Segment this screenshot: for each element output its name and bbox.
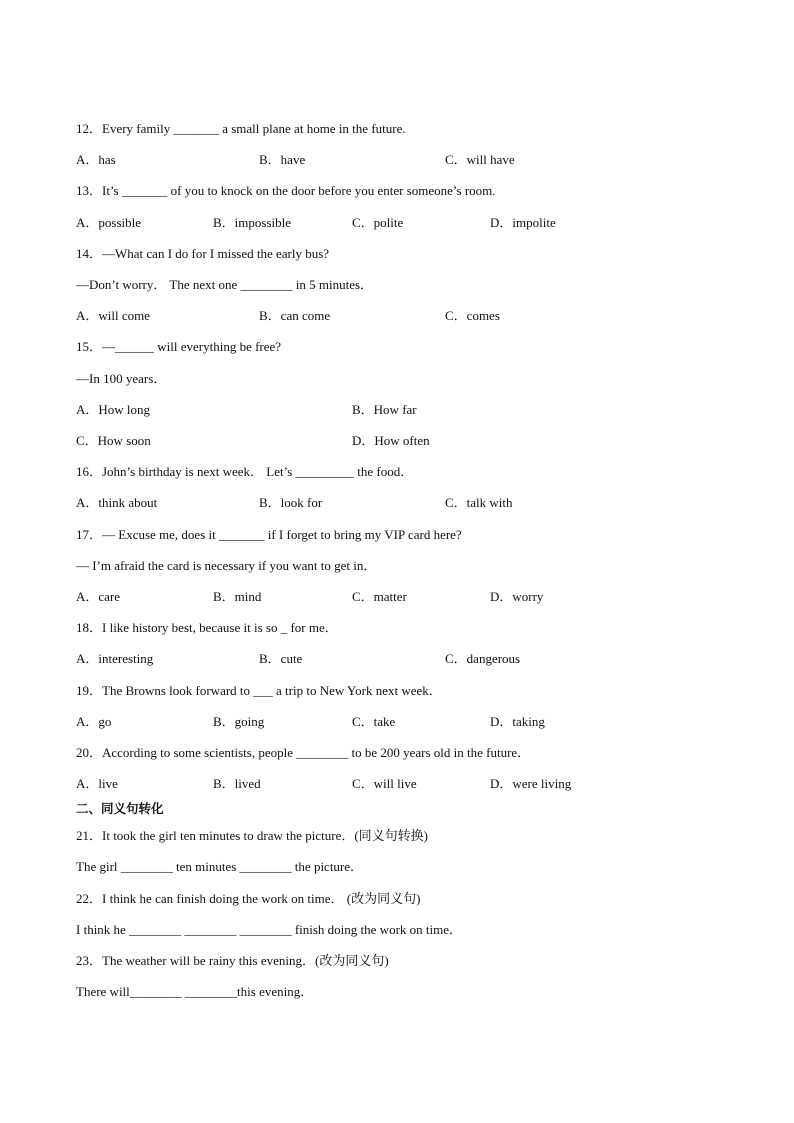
q15-stem: 15．—______ will everything be free? (76, 339, 282, 354)
q17-stem: 17．— Excuse me, does it _______ if I forget to bring my VIP card here? (76, 527, 462, 542)
q21-stem: 21．It took the girl ten minutes to draw the picture．(同义句转换) (76, 828, 429, 843)
q14-line2: —Don’t worry． The next one ________ in 5 minutes． (76, 277, 374, 292)
q20-option-c: C．will live (352, 776, 417, 791)
q19-stem: 19．The Browns look forward to ___ a trip to New York next week． (76, 683, 442, 698)
q16-option-a: A．think about (76, 495, 158, 510)
q20-option-b: B．lived (213, 776, 261, 791)
q17-option-b: B．mind (213, 589, 262, 604)
q15-option-c: C．How soon (76, 433, 151, 448)
q17-line2: — I’m afraid the card is necessary if you want to get in． (76, 558, 377, 573)
q16-option-c: C．talk with (445, 495, 513, 510)
q19-option-a: A．go (76, 714, 112, 729)
q22-answer-line: I think he ________ ________ ________ finish doing the work on time． (76, 922, 463, 937)
q12-option-b: B．have (259, 152, 306, 167)
q23-answer-line: There will________ ________this evening． (76, 984, 314, 999)
q13-option-b: B．impossible (213, 215, 292, 230)
q18-option-b: B．cute (259, 651, 303, 666)
q15-option-d: D．How often (352, 433, 430, 448)
q13-option-d: D．impolite (490, 215, 556, 230)
q15-line2: —In 100 years． (76, 371, 167, 386)
q14-stem: 14．—What can I do for I missed the early bus? (76, 246, 330, 261)
q14-option-c: C．comes (445, 308, 500, 323)
q20-option-a: A．live (76, 776, 118, 791)
q21-answer-line: The girl ________ ten minutes ________ the picture． (76, 859, 364, 874)
q19-option-b: B．going (213, 714, 265, 729)
q22-stem: 22．I think he can finish doing the work on time． (改为同义句) (76, 891, 421, 906)
q17-option-a: A．care (76, 589, 121, 604)
q14-option-b: B．can come (259, 308, 331, 323)
q23-stem: 23．The weather will be rainy this evening．(改为同义句) (76, 953, 389, 968)
q13-option-c: C．polite (352, 215, 404, 230)
q15-option-b: B．How far (352, 402, 417, 417)
q17-option-d: D．worry (490, 589, 544, 604)
q16-stem: 16．John’s birthday is next week． Let’s _________ the food． (76, 464, 414, 479)
q18-option-a: A．interesting (76, 651, 154, 666)
q16-option-b: B．look for (259, 495, 323, 510)
q15-option-a: A．How long (76, 402, 151, 417)
q14-option-a: A．will come (76, 308, 151, 323)
q12-option-c: C．will have (445, 152, 515, 167)
q19-option-d: D．taking (490, 714, 545, 729)
q13-option-a: A．possible (76, 215, 142, 230)
q12-option-a: A．has (76, 152, 116, 167)
q17-option-c: C．matter (352, 589, 407, 604)
q18-stem: 18．I like history best, because it is so _ for me． (76, 620, 338, 635)
q19-option-c: C．take (352, 714, 396, 729)
section-title: 二、同义句转化 (76, 801, 164, 816)
q18-option-c: C．dangerous (445, 651, 521, 666)
q20-stem: 20．According to some scientists, people ________ to be 200 years old in the future． (76, 745, 531, 760)
q13-stem: 13．It’s _______ of you to knock on the door before you enter someone’s room. (76, 183, 496, 198)
q12-stem: 12．Every family _______ a small plane at home in the future. (76, 121, 406, 136)
q20-option-d: D．were living (490, 776, 572, 791)
